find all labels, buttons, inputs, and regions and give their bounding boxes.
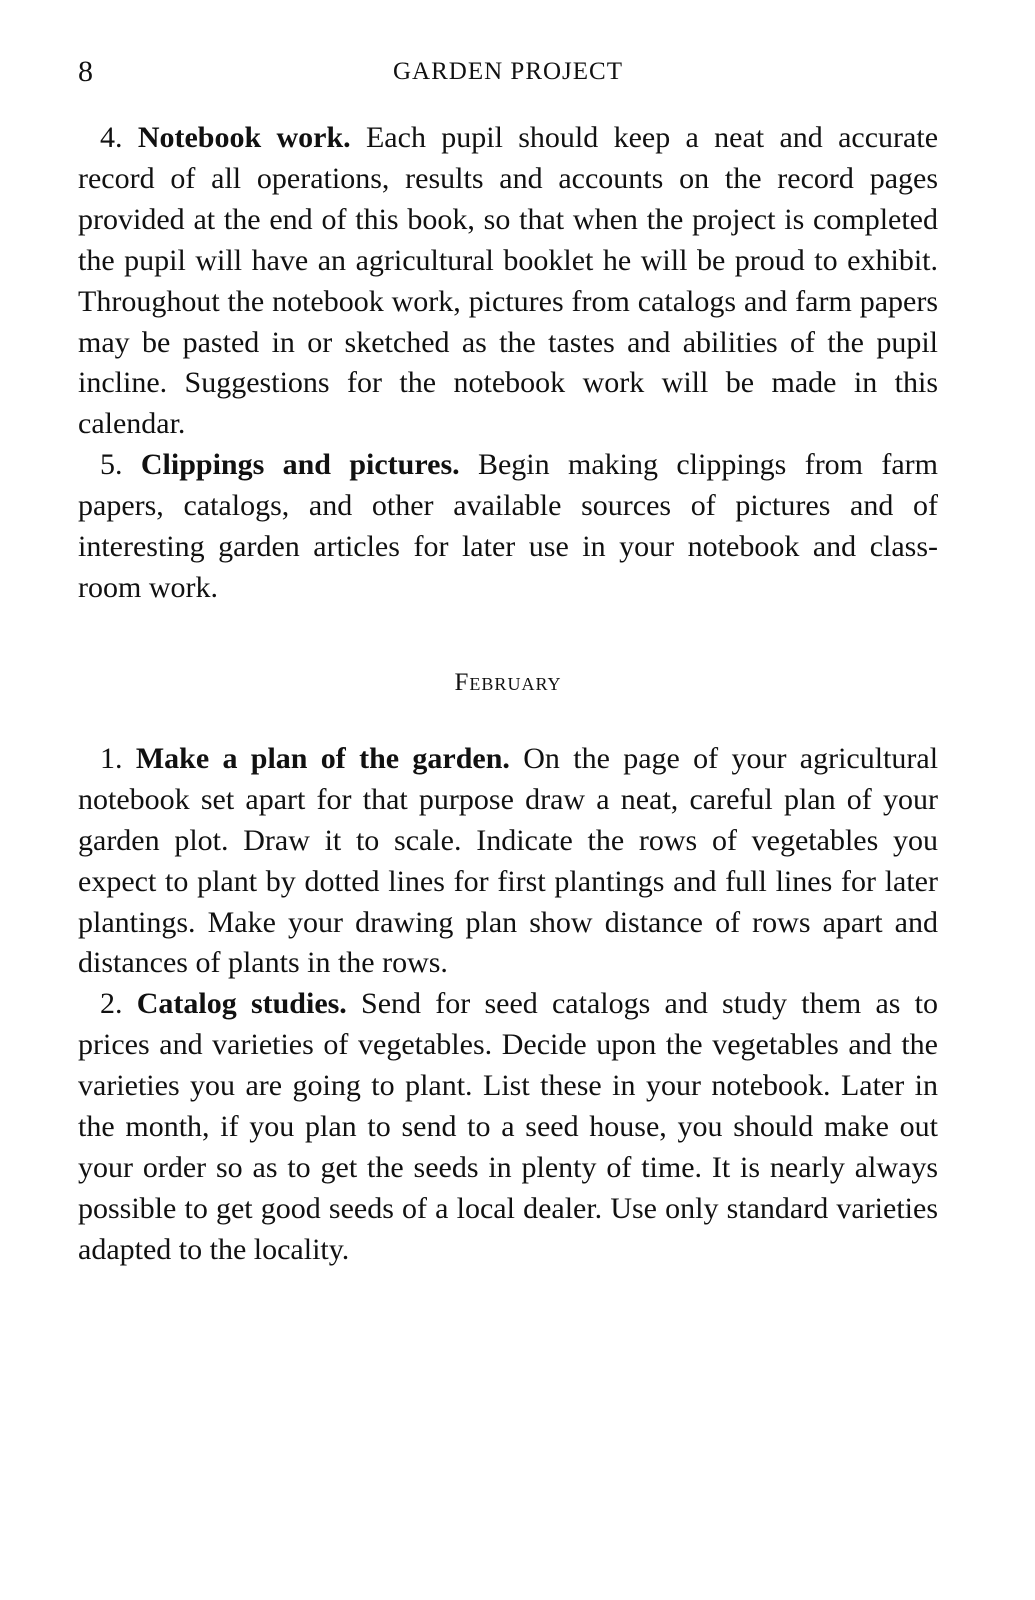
running-title: GARDEN PROJECT	[393, 58, 623, 85]
item-number: 2.	[100, 987, 123, 1021]
paragraph-notebook-work	[78, 118, 938, 445]
item-text: Begin making clippings from farm papers, catalogs, and other available sources of pictures and of interesting garden articles for later use in your notebook and class-room work.	[78, 448, 939, 604]
item-number: 1.	[100, 741, 123, 775]
paragraph-clippings	[78, 445, 938, 609]
item-lead: Clippings and pictures.	[140, 448, 460, 482]
page-number: 8	[78, 55, 93, 88]
item-lead: Catalog studies.	[136, 987, 347, 1021]
item-lead: Notebook work.	[137, 121, 351, 154]
paragraph-catalog-studies	[78, 984, 938, 1270]
item-number: 5.	[100, 448, 123, 482]
section-heading: February	[454, 668, 562, 696]
item-lead: Make a plan of the garden.	[135, 741, 510, 775]
page-header	[78, 52, 938, 92]
item-text: Each pupil should keep a neat and accurate record of all operations, results and accounts on the record pages provided at the end of this book, so that when the project is completed the pupil will have an agricultural booklet he will be proud to exhibit. Throughout the notebook work, pictures from catalogs and farm papers may be pasted in or sketched as the tastes and abilities of the pupil incline. Suggestions for the notebook work will be made in this calendar.	[78, 121, 939, 441]
item-text: On the page of your agricultural notebook set apart for that purpose draw a neat, careful plan of your garden plot. Draw it to scale. Indicate the rows of vegetables you expect to plant by dotted lines for first plantings and full lines for later plantings. Make your drawing plan show distance of rows apart and distances of plants in the rows.	[78, 741, 939, 980]
book-page	[78, 0, 938, 1600]
paragraph-garden-plan	[78, 739, 938, 984]
page-body	[78, 118, 938, 1271]
item-text: Send for seed catalogs and study them as to prices and varieties of vegetables. Decide upon the vegetables and the varieties you are going to plant. List these in your notebook. Later in the month, if you plan to send to a seed house, you should make out your order so as to get the seeds in plenty of time. It is nearly always possible to get good seeds of a local dealer. Use only standard varieties adapted to the locality.	[78, 987, 939, 1266]
item-number: 4.	[100, 121, 123, 154]
